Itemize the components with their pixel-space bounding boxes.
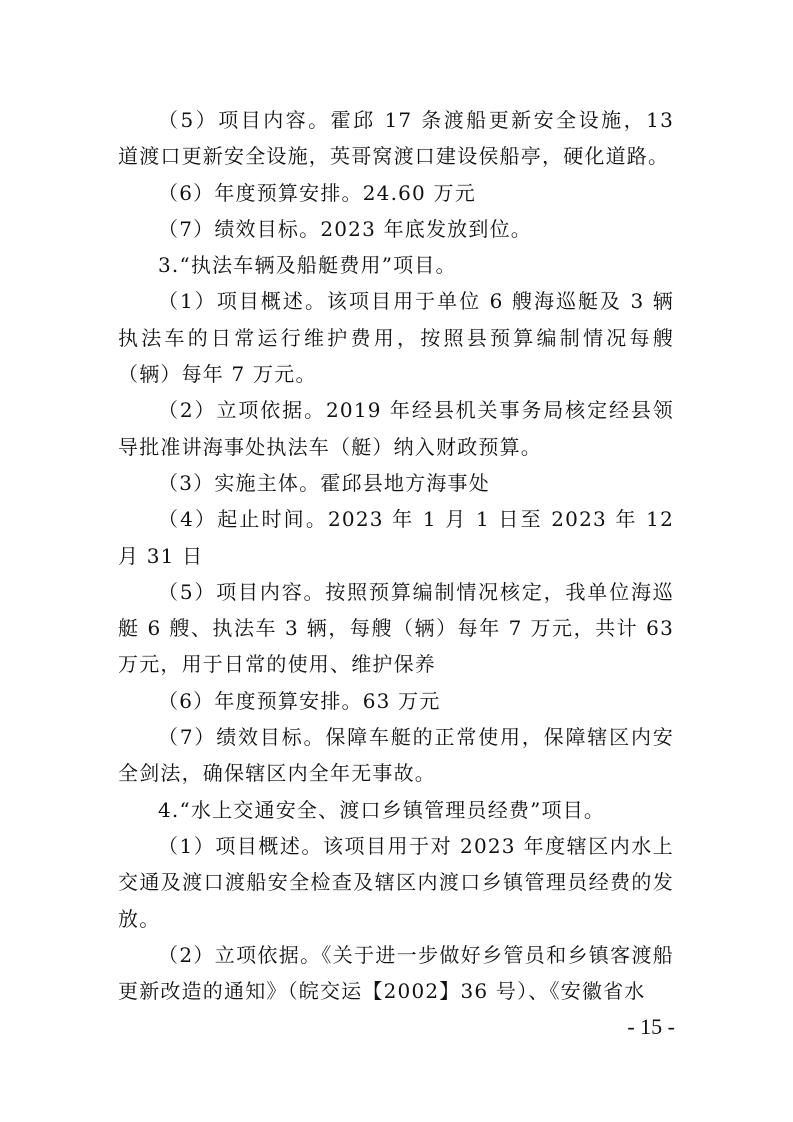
paragraph: （5）项目内容。霍邱 17 条渡船更新安全设施，13 道渡口更新安全设施，英哥窝渡口建设侯船亭，硬化道路。 — [118, 108, 674, 169]
paragraph: （7）绩效目标。2023 年底发放到位。 — [158, 216, 532, 241]
paragraph: （6）年度预算安排。24.60 万元 — [158, 180, 476, 205]
paragraph: （2）立项依据。《关于进一步做好乡管员和乡镇客渡船更新改造的通知》（皖交运【2002】36 号）、《安徽省水 — [118, 942, 674, 1004]
body-text — [118, 102, 674, 1009]
paragraph: （2）立项依据。2019 年经县机关事务局核定经县领导批准讲海事处执法车（艇）纳入财政预算。 — [118, 398, 674, 459]
paragraph: （1）项目概述。该项目用于对 2023 年度辖区内水上交通及渡口渡船安全检查及辖区内渡口乡镇管理员经费的发放。 — [118, 833, 674, 931]
paragraph: （3）实施主体。霍邱县地方海事处 — [158, 470, 490, 495]
paragraph: （7）绩效目标。保障车艇的正常使用，保障辖区内安全剑法，确保辖区内全年无事故。 — [118, 725, 674, 786]
paragraph: （5）项目内容。按照预算编制情况核定，我单位海巡艇 6 艘、执法车 3 辆，每艘（辆）每年 7 万元，共计 63 万元，用于日常的使用、维护保养 — [118, 579, 674, 677]
paragraph: （1）项目概述。该项目用于单位 6 艘海巡艇及 3 辆执法车的日常运行维护费用，按照县预算编制情况每艘（辆）每年 7 万元。 — [118, 289, 674, 387]
page-number: - 15 - — [627, 1014, 675, 1039]
paragraph: （4）起止时间。2023 年 1 月 1 日至 2023 年 12 月 31 日 — [118, 507, 674, 568]
paragraph: （6）年度预算安排。63 万元 — [158, 688, 441, 713]
section-heading: 3.“执法车辆及船艇费用”项目。 — [158, 253, 457, 278]
section-heading: 4.“水上交通安全、渡口乡镇管理员经费”项目。 — [158, 797, 606, 822]
